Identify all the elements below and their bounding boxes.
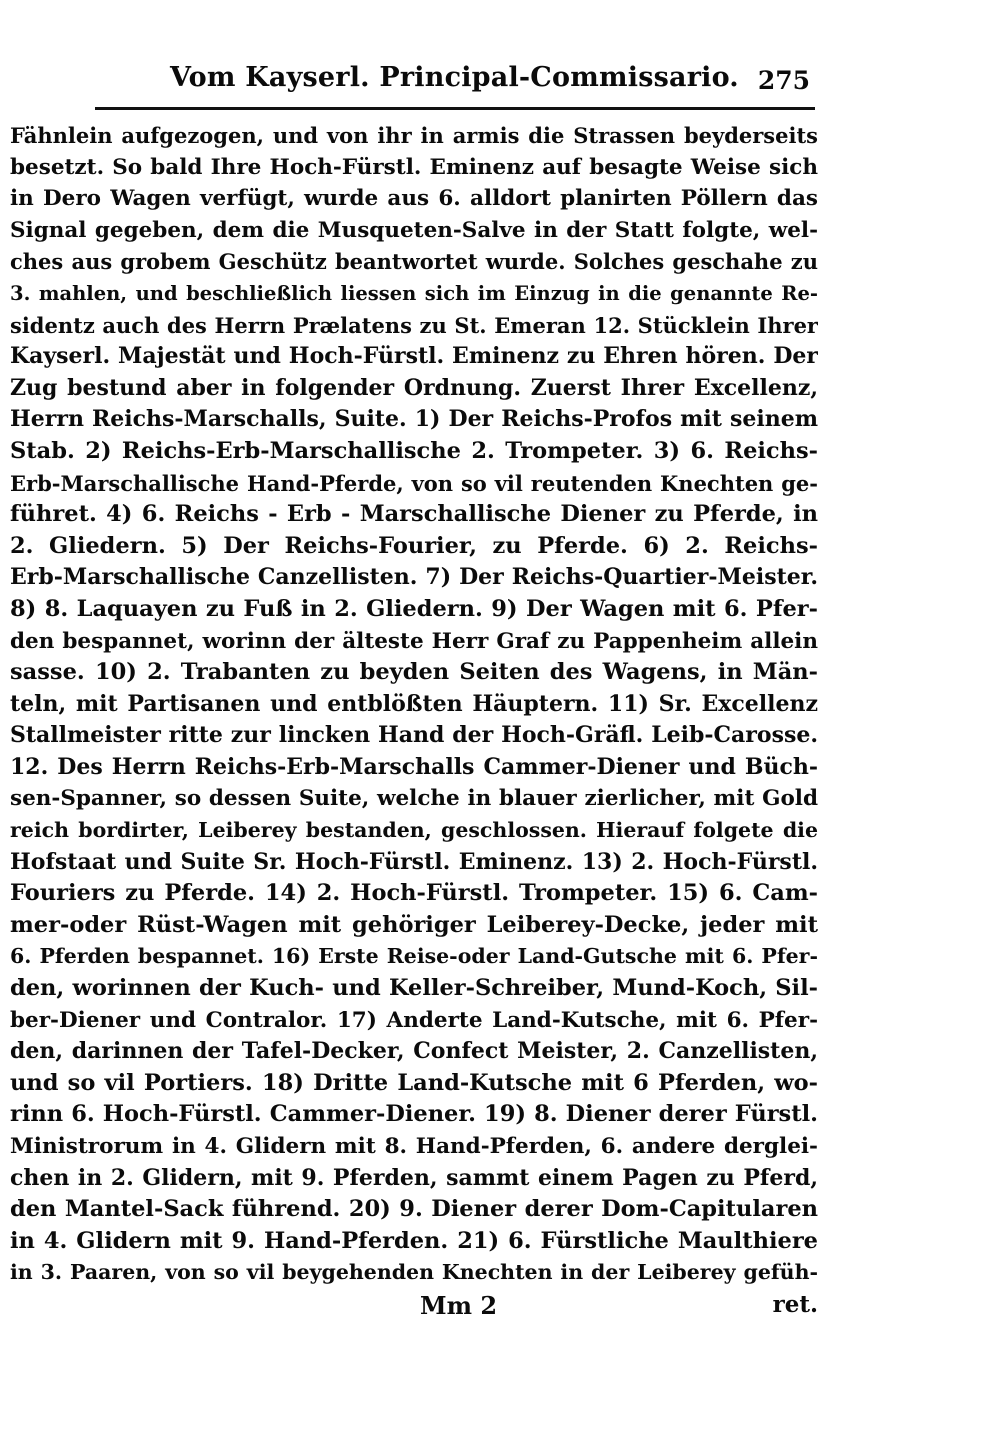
text-line: führet. 4) 6. Reichs - Erb - Marschallische Diener zu Pferde, in bbox=[10, 501, 818, 528]
text-line: Herrn Reichs-Marschalls, Suite. 1) Der Reichs-Profos mit seinem bbox=[10, 406, 818, 433]
catchword: ret. bbox=[772, 1291, 818, 1318]
running-title: Vom Kayserl. Principal-Commissario. bbox=[170, 62, 739, 93]
text-line: chen in 2. Glidern, mit 9. Pferden, sammt einem Pagen zu Pferd, bbox=[10, 1164, 818, 1191]
text-line: sen-Spanner, so dessen Suite, welche in blauer zierlicher, mit Gold bbox=[10, 786, 818, 812]
body-text bbox=[10, 120, 818, 1289]
header-rule bbox=[95, 107, 815, 110]
text-line: den, darinnen der Tafel-Decker, Confect Meister, 2. Canzellisten, bbox=[10, 1038, 818, 1065]
text-line: Stab. 2) Reichs-Erb-Marschallische 2. Trompeter. 3) 6. Reichs- bbox=[10, 437, 818, 464]
text-line: in 4. Glidern mit 9. Hand-Pferden. 21) 6. Fürstliche Maulthiere bbox=[10, 1227, 818, 1254]
text-line: 3. mahlen, und beschließlich liessen sich im Einzug in die genannte Re- bbox=[10, 281, 818, 305]
text-line: den Mantel-Sack führend. 20) 9. Diener derer Dom-Capitularen bbox=[10, 1196, 818, 1223]
text-line: ches aus grobem Geschütz beantwortet wurde. Solches geschahe zu bbox=[10, 249, 818, 275]
text-line: Kayserl. Majestät und Hoch-Fürstl. Eminenz zu Ehren hören. Der bbox=[10, 343, 818, 370]
text-line: sidentz auch des Herrn Prælatens zu St. Emeran 12. Stücklein Ihrer bbox=[10, 312, 818, 338]
text-line: teln, mit Partisanen und entblößten Häuptern. 11) Sr. Excellenz bbox=[10, 690, 818, 717]
text-line: sasse. 10) 2. Trabanten zu beyden Seiten des Wagens, in Män- bbox=[10, 659, 818, 686]
text-line: in Dero Wagen verfügt, wurde aus 6. alldort planirten Pöllern das bbox=[10, 186, 818, 212]
signature-mark: Mm 2 bbox=[420, 1291, 498, 1320]
text-line: mer-oder Rüst-Wagen mit gehöriger Leiberey-Decke, jeder mit bbox=[10, 911, 818, 938]
text-line: Erb-Marschallische Hand-Pferde, von so vil reutenden Knechten ge- bbox=[10, 470, 818, 496]
text-line: Hofstaat und Suite Sr. Hoch-Fürstl. Eminenz. 13) 2. Hoch-Fürstl. bbox=[10, 848, 818, 875]
text-line: rinn 6. Hoch-Fürstl. Cammer-Diener. 19) 8. Diener derer Fürstl. bbox=[10, 1101, 818, 1128]
text-line: den, worinnen der Kuch- und Keller-Schreiber, Mund-Koch, Sil- bbox=[10, 975, 818, 1002]
text-line: 6. Pferden bespannet. 16) Erste Reise-oder Land-Gutsche mit 6. Pfer- bbox=[10, 944, 818, 969]
text-line: den bespannet, worinn der älteste Herr Graf zu Pappenheim allein bbox=[10, 628, 818, 654]
page-number: 275 bbox=[757, 66, 810, 95]
text-line: reich bordirter, Leiberey bestanden, geschlossen. Hierauf folgete die bbox=[10, 818, 818, 843]
text-line: ber-Diener und Contralor. 17) Anderte Land-Kutsche, mit 6. Pfer- bbox=[10, 1007, 818, 1033]
text-line: Zug bestund aber in folgender Ordnung. Zuerst Ihrer Excellenz, bbox=[10, 374, 818, 401]
text-line: und so vil Portiers. 18) Dritte Land-Kutsche mit 6 Pferden, wo- bbox=[10, 1069, 818, 1096]
text-line: Signal gegeben, dem die Musqueten-Salve in der Statt folgte, wel- bbox=[10, 217, 818, 243]
text-line: Fouriers zu Pferde. 14) 2. Hoch-Fürstl. Trompeter. 15) 6. Cam- bbox=[10, 880, 818, 907]
text-line: Fähnlein aufgezogen, und von ihr in armis die Strassen beyderseits bbox=[10, 123, 818, 148]
page-header bbox=[170, 62, 810, 102]
text-line: Ministrorum in 4. Glidern mit 8. Hand-Pferden, 6. andere derglei- bbox=[10, 1134, 818, 1159]
text-line: Erb-Marschallische Canzellisten. 7) Der Reichs-Quartier-Meister. bbox=[10, 564, 818, 591]
page-footer bbox=[10, 1285, 818, 1325]
text-line: besetzt. So bald Ihre Hoch-Fürstl. Eminenz auf besagte Weise sich bbox=[10, 154, 818, 180]
text-line: Stallmeister ritte zur lincken Hand der Hoch-Gräfl. Leib-Carosse. bbox=[10, 722, 818, 749]
text-line: 2. Gliedern. 5) Der Reichs-Fourier, zu Pferde. 6) 2. Reichs- bbox=[10, 532, 818, 559]
text-line: in 3. Paaren, von so vil beygehenden Knechten in der Leiberey gefüh- bbox=[10, 1260, 818, 1285]
text-line: 8) 8. Laquayen zu Fuß in 2. Gliedern. 9) Der Wagen mit 6. Pfer- bbox=[10, 595, 818, 622]
text-line: 12. Des Herrn Reichs-Erb-Marschalls Cammer-Diener und Büch- bbox=[10, 753, 818, 780]
